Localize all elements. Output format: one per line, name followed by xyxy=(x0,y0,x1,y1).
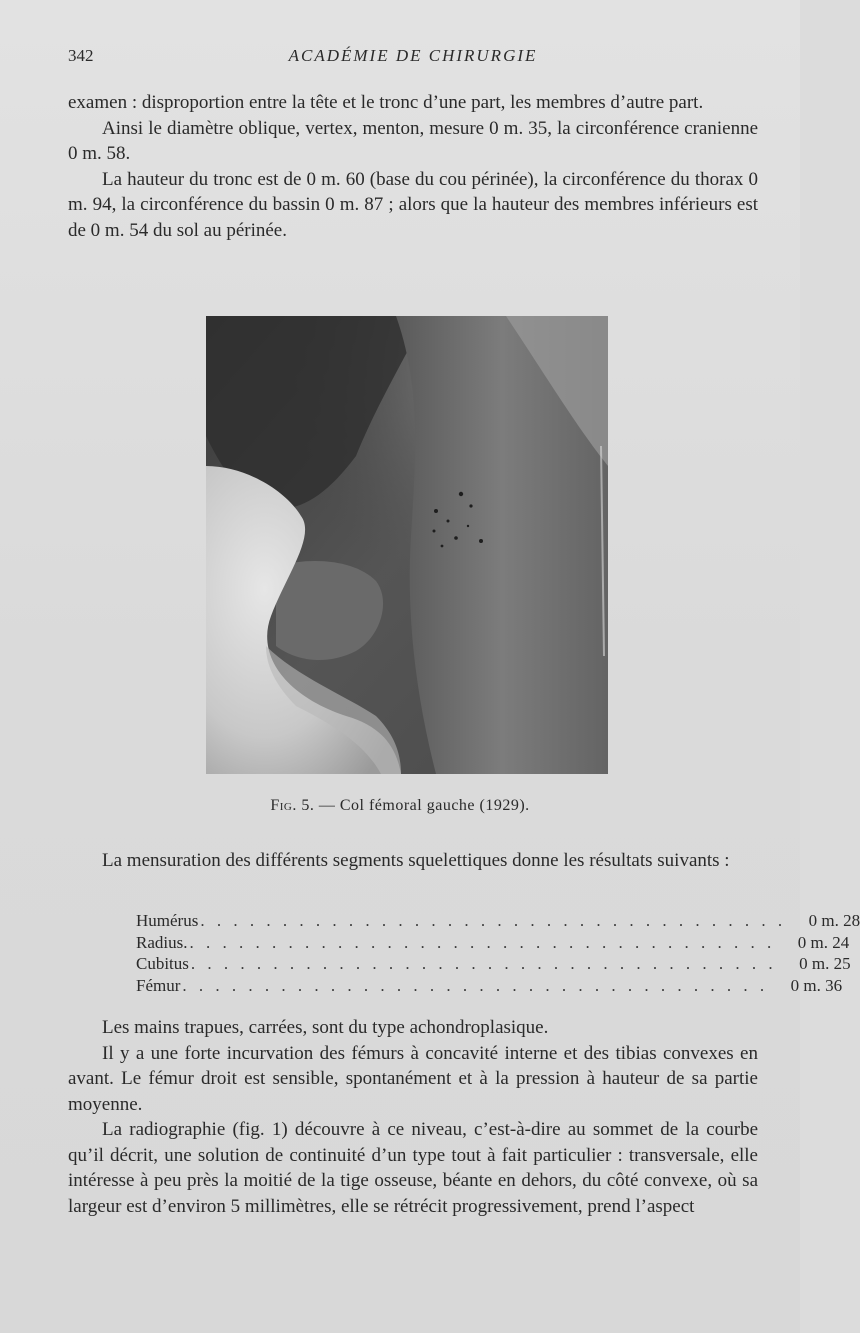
page-header xyxy=(68,46,758,70)
page-number: 342 xyxy=(68,46,94,65)
paragraph: La mensuration des différents segments squelettiques donne les résultats suivants : xyxy=(102,850,730,871)
radiograph-image xyxy=(206,316,608,774)
paragraph: Les mains trapues, carrées, sont du type achondroplasique. xyxy=(102,1017,549,1038)
measurement-row xyxy=(136,932,850,954)
measurement-row xyxy=(136,910,860,932)
measurement-value: 0 m. 24 xyxy=(797,932,850,952)
measurement-name: Radius. xyxy=(136,932,188,952)
measurement-name: Humérus xyxy=(136,911,199,930)
measurement-row xyxy=(136,975,843,997)
paragraph: Ainsi le diamètre oblique, vertex, menton, mesure 0 m. 35, la circonférence cranienne 0 m. 58. xyxy=(68,117,758,164)
dot-leader: . . . . . . . . . . . . . . . . . . . . . . . . . . . . . . . . . . . . xyxy=(182,975,769,995)
body-text-mid xyxy=(68,848,758,874)
figure-caption-text: — Col fémoral gauche (1929). xyxy=(318,797,530,814)
measurement-name: Fémur xyxy=(136,975,181,995)
measurement-value: 0 m. 25 xyxy=(799,954,851,973)
measurement-row xyxy=(136,953,851,975)
dot-leader: . . . . . . . . . . . . . . . . . . . . . . . . . . . . . . . . . . . . xyxy=(189,932,776,952)
paragraph: La radiographie (fig. 1) découvre à ce niveau, c’est-à-dire au sommet de la courbe qu’il décrit, une solution de continuité d’un type tout à fait particulier : transversale, elle intéresse à peu près la moitié de la tige osseuse, béante en dehors, du côté convexe, où sa largeur est d’environ 5 millimètres, elle se rétrécit progressivement, prend l’aspect xyxy=(68,1119,758,1217)
paragraph: La hauteur du tronc est de 0 m. 60 (base du cou périnée), la circonférence du thorax 0 m. 94, la circonférence du bassin 0 m. 87 ; alors que la hauteur des membres inférieurs est de 0 m. 54 du sol au périnée. xyxy=(68,168,758,241)
dot-leader: . . . . . . . . . . . . . . . . . . . . . . . . . . . . . . . . . . . . xyxy=(200,911,787,930)
radiograph-figure xyxy=(206,316,608,774)
measurement-value: 0 m. 36 xyxy=(790,975,843,995)
figure-caption xyxy=(0,797,800,815)
dot-leader: . . . . . . . . . . . . . . . . . . . . . . . . . . . . . . . . . . . . xyxy=(190,954,777,973)
measurement-value: 0 m. 28 xyxy=(808,911,860,930)
figure-label: Fig. 5. xyxy=(270,797,315,814)
measurement-table xyxy=(136,910,860,996)
running-head: ACADÉMIE DE CHIRURGIE xyxy=(288,46,538,65)
body-text-top xyxy=(68,90,758,243)
paragraph: Il y a une forte incurvation des fémurs à concavité interne et des tibias convexes en avant. Le fémur droit est sensible, spontanément et à la pression à hauteur de sa partie moyenne. xyxy=(68,1042,758,1115)
paragraph: examen : disproportion entre la tête et le tronc d’une part, les membres d’autre part. xyxy=(68,92,704,113)
body-text-bottom xyxy=(68,1015,758,1219)
measurement-name: Cubitus xyxy=(136,954,189,973)
